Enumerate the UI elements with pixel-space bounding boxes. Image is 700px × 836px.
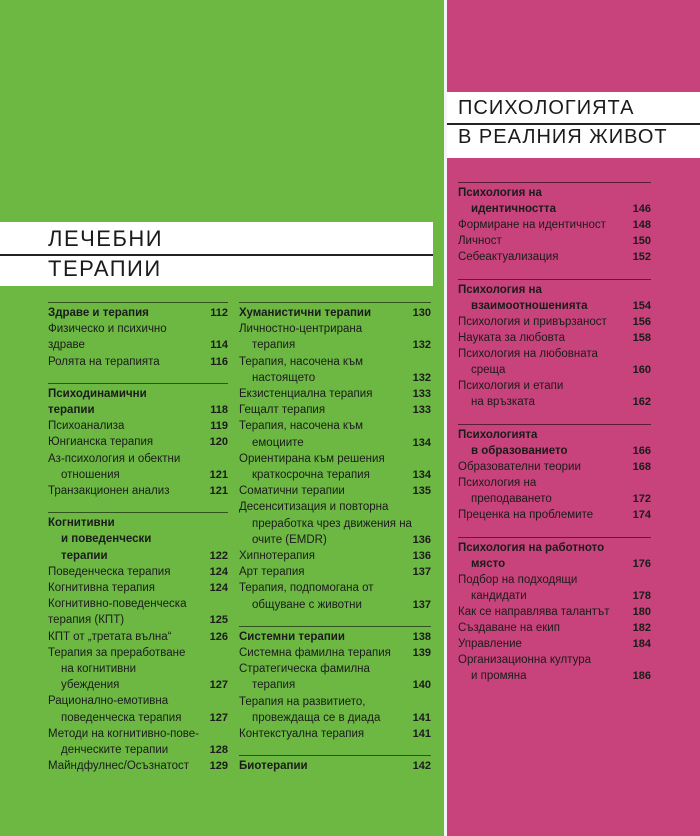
toc-page-number: 137 [412, 566, 431, 579]
toc-entry-label: Личност [458, 235, 502, 247]
toc-page-number: 128 [209, 744, 228, 756]
left-section-title [0, 222, 433, 286]
toc-entry-label: Екзистенциална терапия [239, 388, 373, 400]
toc-entry-label: КПТ от „третата вълна“ [48, 630, 172, 643]
toc-entry-label: Аз-психология и обектни [48, 452, 181, 465]
toc-entry-label: Психологията [458, 429, 538, 441]
toc-page-number: 133 [412, 404, 431, 417]
toc-page-number: 156 [632, 316, 651, 328]
toc-page-number: 184 [632, 638, 651, 650]
toc-entry-label: краткосрочна терапия [252, 469, 370, 481]
toc-entry-label: Себеактуализация [458, 251, 559, 263]
toc-entry-label: терапии [61, 549, 108, 562]
toc-entry-label: Методи на когнитивно-пове- [48, 727, 200, 740]
toc-entry-label: терапия [252, 679, 296, 692]
toc-entry-label: преподаването [471, 493, 552, 505]
toc-entry-label: Психология на [458, 187, 542, 199]
title-rule [447, 123, 700, 125]
toc-entry-label: Терапия, насочена към [239, 355, 364, 368]
section-rule [239, 755, 431, 756]
toc-page-number: 137 [412, 598, 431, 611]
toc-entry-label: Транзакционен анализ [48, 485, 170, 497]
toc-entry-label: Хуманистични терапии [239, 307, 372, 319]
toc-page-number: 139 [412, 647, 431, 659]
toc-entry-label: място [471, 558, 506, 570]
toc-entry-label: провеждаща се в диада [252, 711, 381, 724]
toc-entry-label: Подбор на подходящи [458, 574, 578, 586]
toc-entry-label: в образованието [471, 445, 568, 457]
toc-entry-label: Управление [458, 638, 522, 650]
toc-entry-label: отношения [61, 468, 120, 481]
toc-entry-label: Терапия, насочена към [239, 420, 364, 433]
section-rule [458, 182, 651, 183]
toc-page-number: 180 [632, 606, 651, 618]
toc-entry-label: Психодинамични [48, 387, 147, 400]
toc-page-number: 130 [412, 307, 431, 319]
toc-page-number: 141 [412, 728, 431, 740]
toc-entry-label: Контекстуална терапия [239, 728, 365, 740]
toc-page-number: 174 [632, 509, 651, 521]
toc-page-number: 134 [412, 436, 431, 449]
toc-entry-label: Терапия на развитието, [239, 695, 366, 708]
toc-page-number: 158 [632, 332, 651, 344]
toc-page-number: 160 [632, 364, 651, 376]
toc-page-number: 126 [209, 630, 228, 643]
toc-entry-label: Рационално-емотивна [48, 695, 169, 708]
toc-page-number: 141 [412, 711, 431, 724]
section-rule [48, 302, 228, 303]
toc-entry-label: Ориентирана към решения [239, 452, 385, 465]
toc-entry-label: Хипнотерапия [239, 550, 316, 562]
toc-entry-label: терапии [48, 404, 95, 416]
toc-entry-label: Психология на [458, 477, 537, 489]
toc-page-number: 116 [210, 355, 228, 368]
toc-page-number: 120 [209, 436, 228, 449]
toc-entry-label: Юнгианска терапия [48, 436, 154, 449]
toc-page-number: 152 [632, 251, 651, 263]
toc-entry-label: Ролята на терапията [48, 355, 160, 368]
toc-entry-label: Соматични терапии [239, 485, 345, 498]
toc-page-number: 150 [632, 235, 651, 247]
toc-entry-label: Терапия, подпомогана от [239, 582, 374, 595]
toc-entry-label: Десенситизация и повторна [239, 501, 389, 514]
section-rule [239, 626, 431, 627]
toc-page-number: 127 [209, 711, 228, 724]
section-rule [48, 383, 228, 384]
section-rule [48, 512, 228, 513]
right-title-line-2: В РЕАЛНИЯ ЖИВОТ [458, 126, 668, 148]
toc-page-number: 121 [209, 468, 228, 481]
toc-entry-label: Стратегическа фамилна [239, 663, 370, 676]
toc-page-number: 124 [209, 582, 228, 594]
toc-entry-label: Арт терапия [239, 566, 305, 579]
toc-page-number: 182 [632, 622, 651, 634]
toc-entry-label: емоциите [252, 436, 304, 449]
toc-entry-label: Психология и привързаност [458, 316, 607, 328]
toc-entry-label: Биотерапии [239, 760, 308, 773]
toc-page-number: 146 [632, 203, 651, 215]
toc-entry-label: Системна фамилна терапия [239, 647, 391, 659]
section-rule [458, 424, 651, 425]
section-rule [458, 279, 651, 280]
toc-page-number: 148 [632, 219, 651, 231]
toc-page-number: 112 [210, 307, 228, 319]
toc-entry-label: Как се направлява талантът [458, 606, 610, 618]
left-title-line-1: ЛЕЧЕБНИ [48, 226, 164, 251]
toc-entry-label: терапия (КПТ) [48, 614, 125, 627]
toc-entry-label: Поведенческа терапия [48, 565, 171, 578]
toc-entry-label: идентичността [471, 203, 556, 215]
toc-page-number: 138 [412, 630, 431, 643]
toc-entry-label: Когнитивна терапия [48, 582, 156, 594]
toc-page-number: 133 [412, 388, 431, 400]
toc-entry-label: преработка чрез движения на [252, 517, 412, 530]
toc-page-number: 186 [632, 670, 651, 682]
toc-page-number: 121 [209, 485, 228, 497]
section-rule [239, 302, 431, 303]
toc-page-number: 125 [209, 614, 228, 627]
toc-page-number: 114 [210, 339, 228, 352]
toc-entry-label: общуване с животни [252, 598, 362, 611]
toc-page-number: 124 [209, 565, 228, 578]
toc-entry-label: на връзката [471, 396, 535, 408]
toc-entry-label: Здраве и терапия [48, 307, 149, 319]
toc-page-number: 172 [632, 493, 651, 505]
toc-entry-label: денческите терапии [61, 744, 169, 756]
toc-entry-label: Терапия за преработване [48, 646, 186, 659]
toc-entry-label: Личностно-центрирана [239, 323, 363, 336]
toc-entry-label: и поведенчески [61, 533, 152, 546]
toc-page-number: 127 [209, 679, 228, 692]
toc-entry-label: на когнитивни [61, 663, 137, 675]
section-rule [458, 537, 651, 538]
toc-entry-label: Системни терапии [239, 630, 345, 643]
toc-entry-label: терапия [252, 339, 296, 352]
toc-entry-label: среща [471, 364, 506, 376]
toc-entry-label: Физическо и психично [48, 323, 167, 336]
toc-page-number: 142 [412, 760, 431, 773]
toc-page-number: 136 [412, 550, 431, 562]
toc-entry-label: Когнитивни [48, 517, 115, 530]
toc-page-number: 132 [412, 339, 431, 352]
toc-page-number: 140 [412, 679, 431, 692]
toc-entry-label: Преценка на проблемите [458, 509, 594, 521]
toc-entry-label: Психология на [458, 284, 542, 296]
toc-page-number: 134 [412, 469, 431, 481]
toc-entry-label: Създаване на екип [458, 622, 560, 634]
toc-entry-label: поведенческа терапия [61, 711, 182, 724]
toc-page-number: 136 [412, 533, 431, 546]
toc-entry-label: настоящето [252, 371, 316, 384]
toc-entry-label: Образователни теории [458, 461, 581, 473]
toc-page-number: 166 [632, 445, 651, 457]
toc-page-number: 162 [632, 396, 651, 408]
toc-entry-label: взаимоотношенията [471, 300, 588, 312]
toc-page-number: 132 [412, 371, 431, 384]
toc-page-number: 154 [632, 300, 651, 312]
toc-page-number: 176 [632, 558, 651, 570]
toc-page-number: 122 [209, 549, 228, 562]
toc-entry-label: очите (EMDR) [252, 533, 327, 546]
left-title-line-2: ТЕРАПИИ [48, 256, 162, 281]
toc-page-number: 178 [632, 590, 651, 602]
toc-entry-label: здраве [48, 339, 85, 352]
toc-entry-label: и промяна [471, 670, 527, 682]
right-section-title [447, 92, 700, 158]
toc-entry-label: Психология на любовната [458, 348, 598, 360]
toc-entry-label: убеждения [61, 679, 120, 692]
toc-entry-label: Науката за любовта [458, 332, 566, 344]
right-title-line-1: ПСИХОЛОГИЯТА [458, 97, 635, 119]
toc-page-number: 135 [412, 485, 431, 498]
toc-entry-label: Психология и етапи [458, 380, 564, 392]
toc-entry-label: кандидати [471, 590, 527, 602]
toc-page-number: 129 [209, 760, 228, 773]
toc-page-number: 118 [210, 404, 228, 416]
toc-entry-label: Психоанализа [48, 420, 125, 433]
toc-page-number: 168 [632, 461, 651, 473]
toc-entry-label: Организационна култура [458, 654, 591, 666]
toc-page-number: 119 [210, 420, 228, 433]
toc-entry-label: Гещалт терапия [239, 404, 326, 417]
toc-entry-label: Когнитивно-поведенческа [48, 598, 187, 611]
toc-entry-label: Майндфулнес/Осъзнатост [48, 760, 190, 773]
toc-entry-label: Психология на работното [458, 542, 605, 554]
toc-entry-label: Формиране на идентичност [458, 219, 606, 231]
